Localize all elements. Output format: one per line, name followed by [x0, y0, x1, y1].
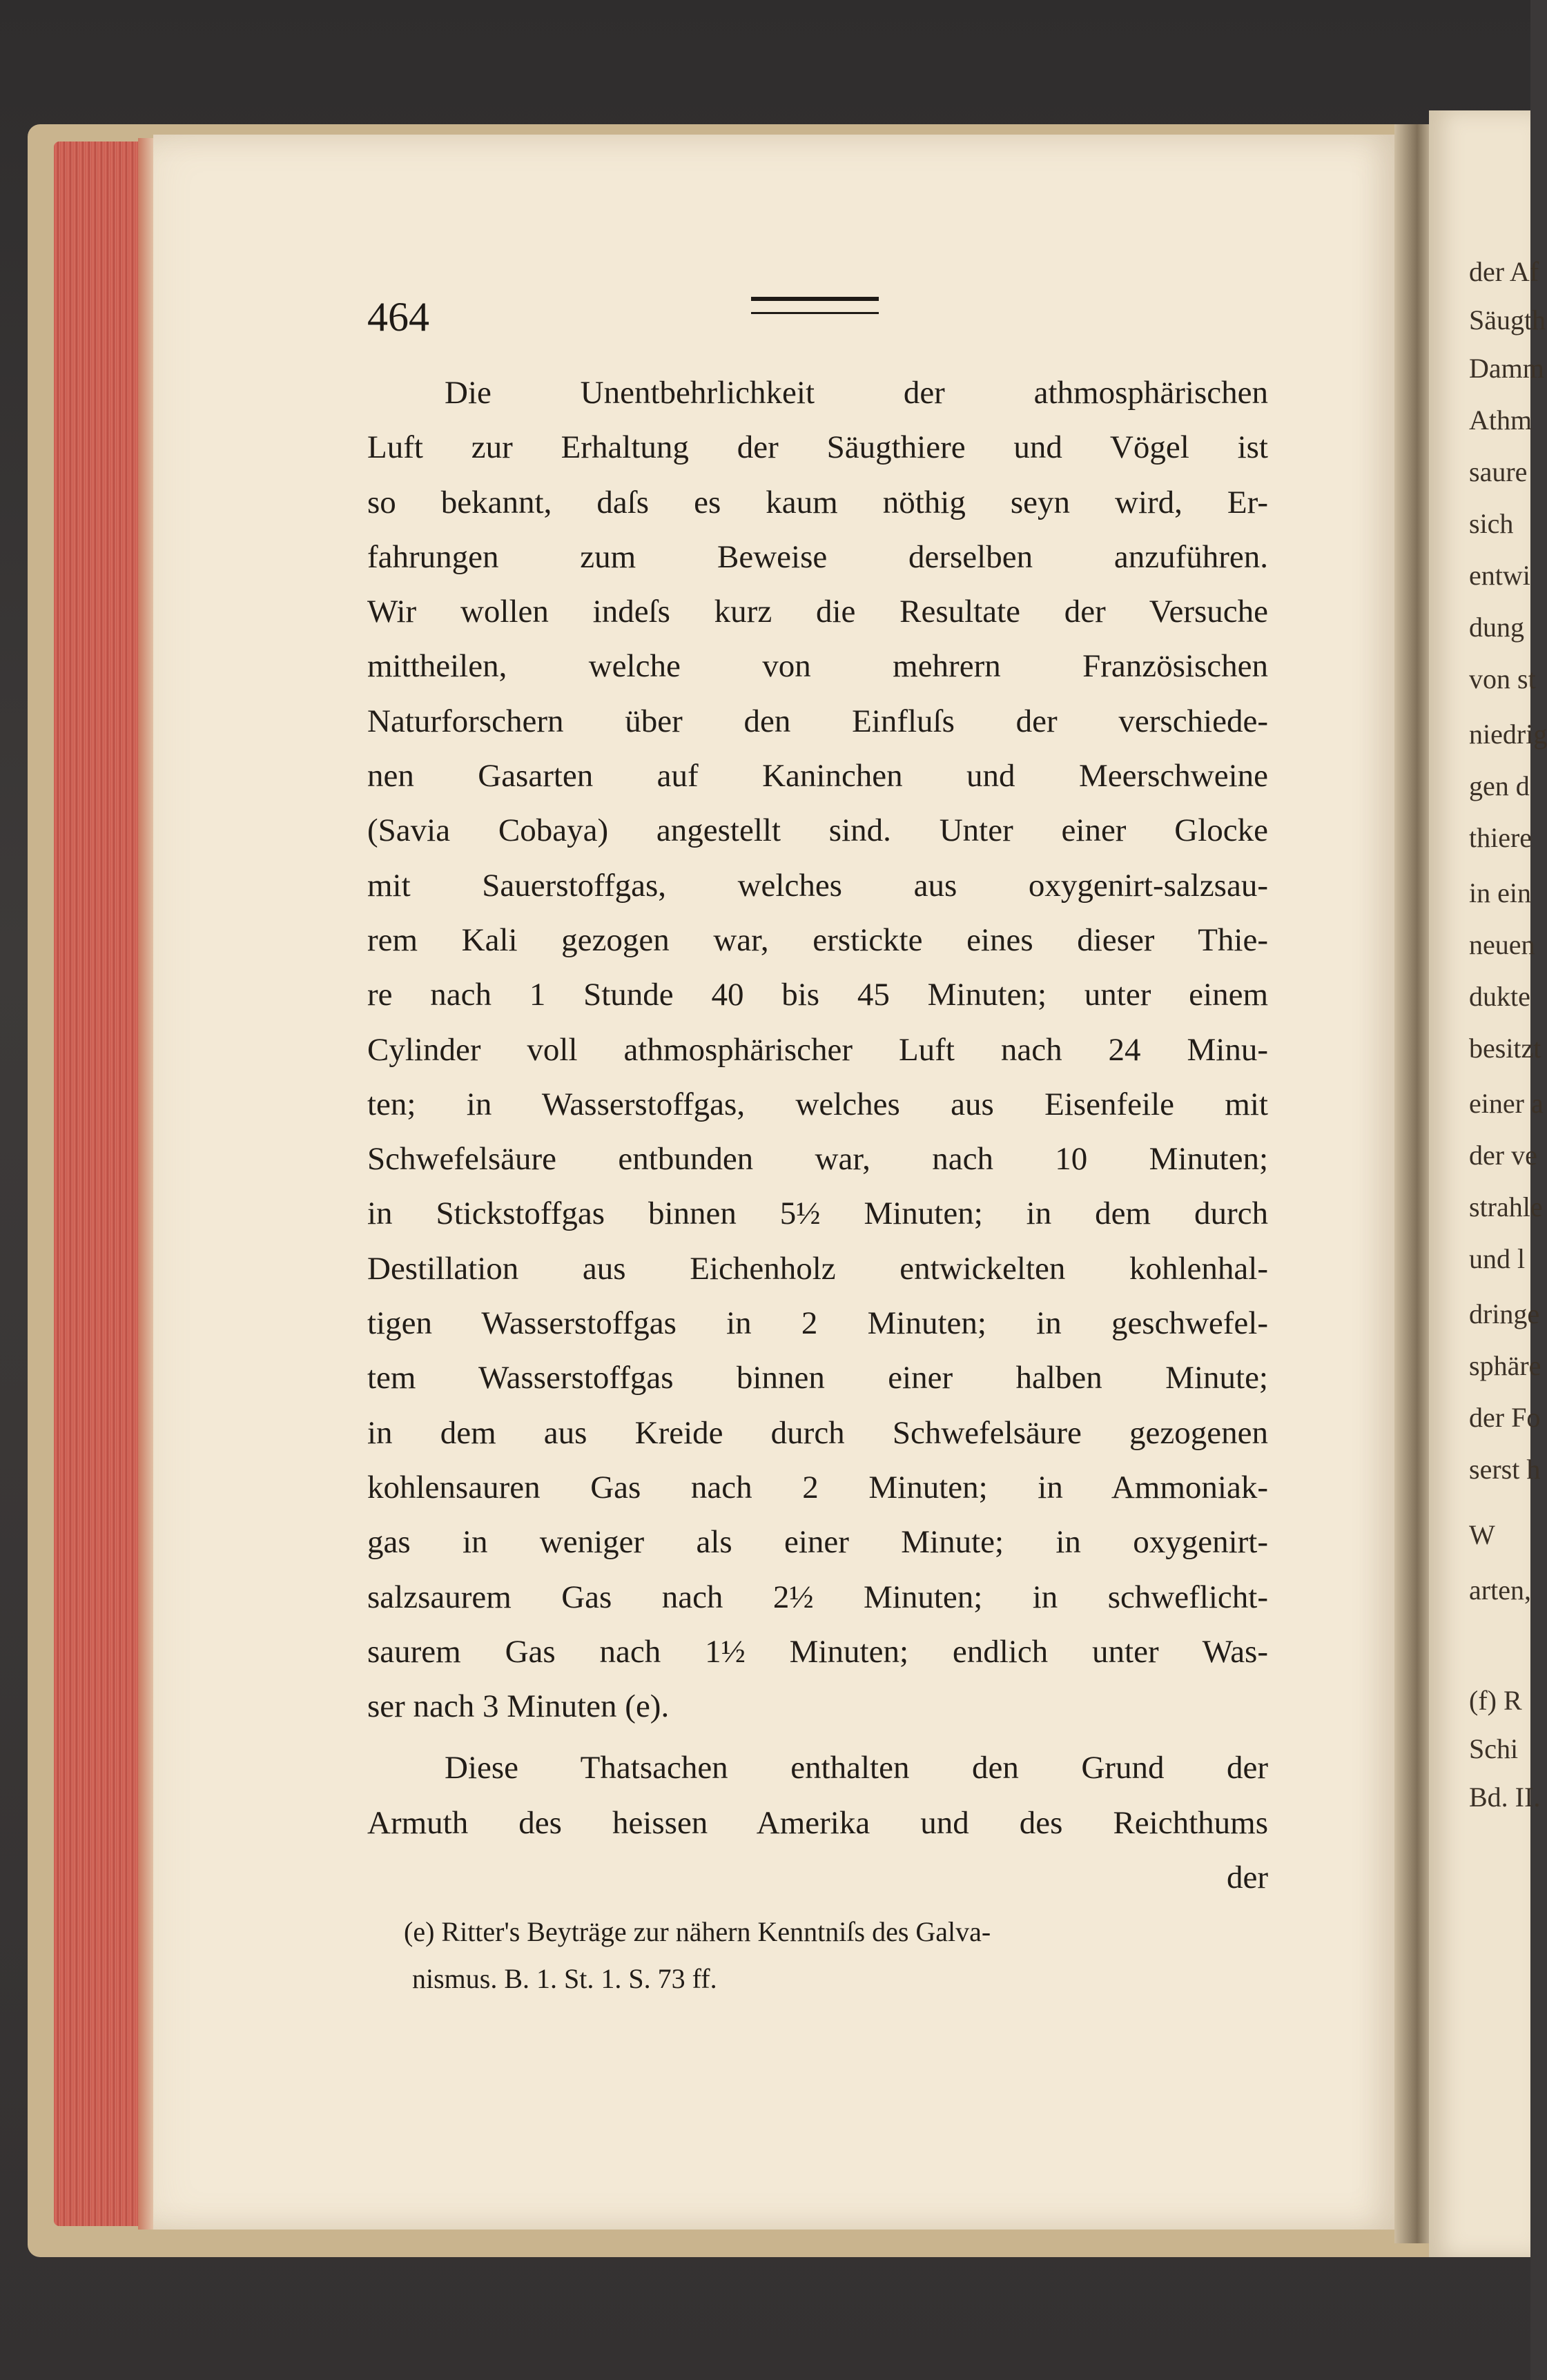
right-page-fragment: der ve [1469, 1140, 1537, 1171]
right-page-fragment: und l [1469, 1243, 1526, 1274]
paragraph-2 [367, 1741, 1268, 1851]
right-page-fragment: serst h [1469, 1454, 1541, 1485]
body-text [367, 366, 1268, 1905]
text-line: Armuth des heissen Amerika und des Reichthums [367, 1804, 1268, 1841]
right-page-partial [1429, 110, 1547, 2257]
text-line: Wir wollen indeſs kurz die Resultate der Versuche [367, 594, 1268, 630]
text-line: mittheilen, welche von mehrern Französischen [367, 648, 1268, 685]
footnote [404, 1909, 1270, 2002]
catchword: der [1226, 1860, 1268, 1896]
right-page-fragment: der Af [1469, 256, 1539, 287]
text-line: salzsaurem Gas nach 2½ Minuten; in schweflicht- [367, 1579, 1268, 1615]
right-page-fragment: dung [1469, 612, 1524, 643]
text-line: Destillation aus Eichenholz entwickelten kohlenhal- [367, 1250, 1268, 1287]
text-line: Cylinder voll athmosphärischer Luft nach 24 Minu- [367, 1031, 1268, 1068]
text-line: re nach 1 Stunde 40 bis 45 Minuten; unter einem [367, 977, 1268, 1013]
right-page-fragment: neuen [1469, 929, 1535, 960]
right-page-fragment: in ein [1469, 877, 1531, 908]
right-page-fragment: niedrig [1469, 719, 1547, 750]
right-page-fragment: der Fo [1469, 1402, 1541, 1433]
text-line: Diese Thatsachen enthalten den Grund der [445, 1750, 1268, 1786]
footnote-line: (e) Ritter's Beyträge zur nähern Kenntniſs des Galva- [404, 1916, 991, 1947]
text-line: ser nach 3 Minuten (e). [367, 1688, 670, 1725]
text-line: tigen Wasserstoffgas in 2 Minuten; in geschwefel- [367, 1305, 1268, 1342]
text-line: Luft zur Erhaltung der Säugthiere und Vögel ist [367, 429, 1268, 466]
text-line: Schwefelsäure entbunden war, nach 10 Minuten; [367, 1141, 1268, 1178]
right-page-fragment: besitzt [1469, 1033, 1541, 1064]
right-page-fragment: saure [1469, 456, 1528, 487]
text-line: gas in weniger als einer Minute; in oxygenirt- [367, 1524, 1268, 1561]
right-page-fragment: arten, [1469, 1574, 1531, 1606]
right-page-fragment: sich [1469, 508, 1514, 539]
right-page-fragment: Athm [1469, 404, 1533, 436]
right-page-fragment: W [1469, 1519, 1495, 1550]
right-page-fragment: Säugth [1469, 304, 1546, 335]
text-line: so bekannt, daſs es kaum nöthig seyn wird, Er- [367, 484, 1268, 520]
paragraph-1 [367, 366, 1268, 1734]
text-line: in dem aus Kreide durch Schwefelsäure gezogenen [367, 1414, 1268, 1451]
right-page-fragment: Schi [1469, 1733, 1519, 1764]
text-line: Naturforschern über den Einfluſs der verschiede- [367, 703, 1268, 739]
text-line: saurem Gas nach 1½ Minuten; endlich unter Was- [367, 1633, 1268, 1670]
text-line: Die Unentbehrlichkeit der athmosphärischen [445, 375, 1268, 411]
right-page-fragment: einer a [1469, 1088, 1544, 1119]
right-page-fragment: gen d [1469, 770, 1530, 801]
right-page-fragment: von st [1469, 663, 1536, 694]
text-line: kohlensauren Gas nach 2 Minuten; in Ammoniak- [367, 1469, 1268, 1505]
header-rule [751, 297, 879, 314]
right-page-fragment: entwi [1469, 560, 1530, 591]
right-page-fragment: Damm [1469, 353, 1544, 384]
text-line: rem Kali gezogen war, erstickte eines dieser Thie- [367, 921, 1268, 958]
text-line: ten; in Wasserstoffgas, welches aus Eisenfeile mit [367, 1086, 1268, 1122]
right-page-fragment: (f) R [1469, 1685, 1522, 1716]
text-line: (Savia Cobaya) angestellt sind. Unter einer Glocke [367, 812, 1268, 849]
text-line: nen Gasarten auf Kaninchen und Meerschweine [367, 758, 1268, 794]
page-number: 464 [367, 294, 429, 340]
right-page-fragment: sphäre [1469, 1350, 1541, 1381]
text-line: fahrungen zum Beweise derselben anzuführen. [367, 538, 1268, 575]
footnote-line: nismus. B. 1. St. 1. S. 73 ff. [412, 1963, 717, 1994]
text-line: in Stickstoffgas binnen 5½ Minuten; in dem durch [367, 1196, 1268, 1232]
right-page-fragment: dukte [1469, 981, 1530, 1012]
right-page-fragment: thiere [1469, 822, 1533, 853]
right-page-fragment: Bd. II. [1469, 1782, 1541, 1813]
right-page-fragment: strahle [1469, 1191, 1543, 1222]
text-line: mit Sauerstoffgas, welches aus oxygenirt-salzsau- [367, 867, 1268, 904]
right-page-fragment: dringe [1469, 1298, 1540, 1329]
text-line: tem Wasserstoffgas binnen einer halben Minute; [367, 1360, 1268, 1396]
